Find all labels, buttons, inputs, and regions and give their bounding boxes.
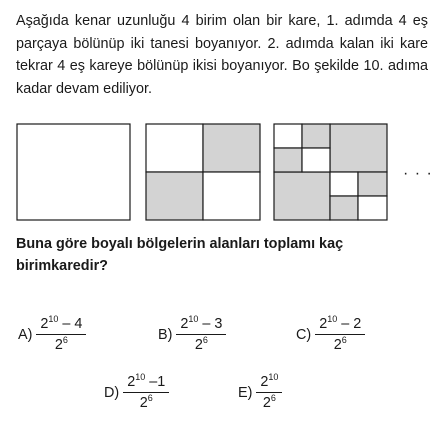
choice-d-letter: D)	[104, 384, 120, 401]
choice-d-denominator	[140, 393, 153, 411]
choice-e-fraction	[256, 374, 282, 411]
choice-c-fraction	[315, 316, 365, 353]
choice-b-base: 2	[180, 316, 189, 332]
choice-b-den-base: 2	[194, 337, 203, 353]
choice-c-exponent: 10	[327, 314, 338, 324]
choice-a[interactable]	[18, 316, 86, 353]
choice-c-tail: – 2	[337, 316, 362, 332]
choice-b-letter: B)	[158, 326, 173, 343]
problem-intro: Aşağıda kenar uzunluğu 4 birim olan bir kare, 1. adımda 4 eş parçaya bölünüp iki tanesi boyanıyor. 2. adımda kalan iki kare tekrar 4 eş kareye bölünüp ikisi boyanıyor. Bo şekilde 10. adıma kadar devam ediliyor.	[16, 13, 428, 97]
figure-3-cell-tr	[330, 124, 387, 172]
choice-d-base: 2	[127, 374, 136, 390]
choice-e-exponent: 10	[268, 372, 279, 382]
choice-e-base: 2	[260, 374, 269, 390]
choice-d-den-exponent: 6	[147, 393, 153, 403]
choice-a-letter: A)	[18, 326, 33, 343]
figure-2-cell-bl	[146, 172, 203, 220]
choice-c-den-exponent: 6	[341, 335, 347, 345]
question-text: Buna göre boyalı bölgelerin alanları toplamı kaç birimkaredir?	[16, 236, 344, 274]
choice-e-den-exponent: 6	[270, 393, 276, 403]
choice-a-exponent: 10	[48, 314, 59, 324]
choice-d-tail: –1	[145, 374, 166, 390]
figure-2	[146, 124, 260, 220]
figure-3-sub-tl-tr	[302, 124, 330, 148]
ellipsis: · · ·	[403, 165, 433, 182]
choice-a-tail: – 4	[58, 316, 83, 332]
choice-b[interactable]	[158, 316, 226, 353]
figure-2-cell-tl	[146, 124, 203, 172]
figure-3-sub-tl-tl	[274, 124, 302, 148]
choice-a-numerator	[36, 316, 86, 335]
figure-3-sub-tl-br	[302, 148, 330, 172]
figure-3-sub-br-bl	[330, 196, 358, 220]
choice-a-den-base: 2	[54, 337, 63, 353]
choice-e-letter: E)	[238, 384, 253, 401]
choice-d-numerator	[123, 374, 169, 393]
figure-3-sub-br-tl	[330, 172, 358, 196]
choice-a-base: 2	[40, 316, 49, 332]
figure-2-cell-tr	[203, 124, 260, 172]
figure-3-cell-bl	[274, 172, 330, 220]
choice-a-den-exponent: 6	[62, 335, 68, 345]
choice-b-denominator	[195, 335, 208, 353]
choice-d-fraction	[123, 374, 169, 411]
choice-e[interactable]	[238, 374, 282, 411]
figure-3-sub-tl-bl	[274, 148, 302, 172]
choice-c-denominator	[334, 335, 347, 353]
choice-c-numerator	[315, 316, 365, 335]
choice-a-fraction	[36, 316, 86, 353]
choice-e-numerator	[256, 374, 282, 393]
choice-a-denominator	[55, 335, 68, 353]
choice-e-den-base: 2	[262, 395, 271, 411]
figure-1-square	[17, 124, 130, 220]
choice-b-exponent: 10	[188, 314, 199, 324]
figure-3-sub-br-tr	[358, 172, 387, 196]
figure-3	[274, 124, 387, 220]
choice-c-den-base: 2	[333, 337, 342, 353]
choice-b-numerator	[176, 316, 226, 335]
choice-b-den-exponent: 6	[202, 335, 208, 345]
figure-3-sub-br-br	[358, 196, 387, 220]
choice-b-fraction	[176, 316, 226, 353]
choice-c-letter: C)	[296, 326, 312, 343]
choice-d-exponent: 10	[135, 372, 146, 382]
choice-d-den-base: 2	[139, 395, 148, 411]
choice-b-tail: – 3	[198, 316, 223, 332]
choice-c-base: 2	[319, 316, 328, 332]
choice-c[interactable]	[296, 316, 365, 353]
choice-d[interactable]	[104, 374, 169, 411]
choice-e-denominator	[263, 393, 276, 411]
figure-2-cell-br	[203, 172, 260, 220]
